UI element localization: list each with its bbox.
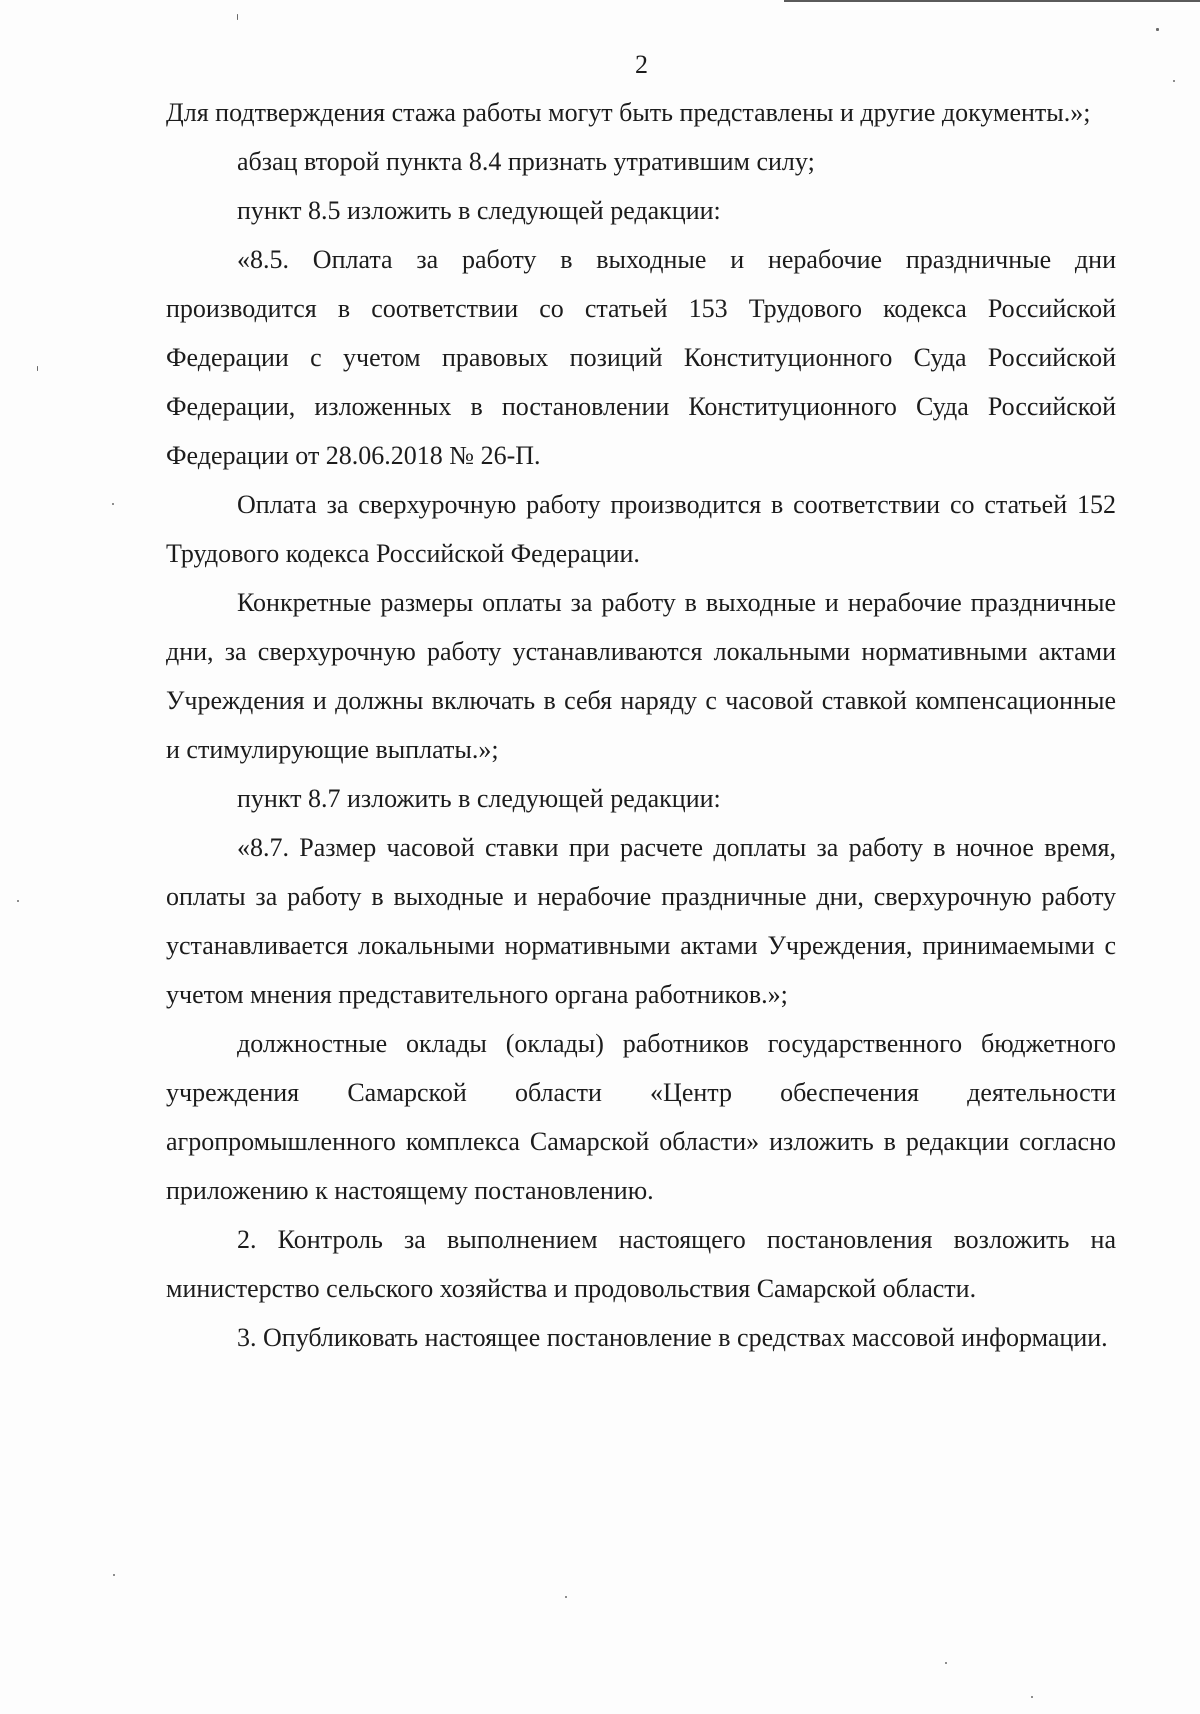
paragraph-clause-8-7-intro: пункт 8.7 изложить в следующей редакции: <box>237 784 721 813</box>
page-number: 2 <box>635 50 648 79</box>
scan-speck <box>112 503 114 505</box>
document-body <box>166 88 1116 1362</box>
scan-speck <box>565 1596 567 1598</box>
paragraph-official-salaries: должностные оклады (оклады) работников государственного бюджетного учреждения Самарской области «Центр обеспечения деятельности агропромышленного комплекса Самарской области» изложить в редакции согласно приложению к настоящему постановлению. <box>166 1029 1116 1205</box>
paragraph-item-3-publish: 3. Опубликовать настоящее постановление в средствах массовой информации. <box>237 1323 1108 1352</box>
paragraph-overtime-payment: Оплата за сверхурочную работу производится в соответствии со статьей 152 Трудового кодекса Российской Федерации. <box>166 490 1116 568</box>
paragraph-clause-8-5-intro: пункт 8.5 изложить в следующей редакции: <box>237 196 721 225</box>
scan-speck <box>1173 80 1175 82</box>
paragraph-clause-8-7: «8.7. Размер часовой ставки при расчете доплаты за работу в ночное время, оплаты за работу в выходные и нерабочие праздничные дни, сверхурочную работу устанавливается локальными нормативными актами Учреждения, принимаемыми с учетом мнения представительного органа работников.»; <box>166 833 1116 1009</box>
scan-speck <box>37 366 38 371</box>
scan-speck <box>113 1574 115 1576</box>
paragraph-specific-payment-amounts: Конкретные размеры оплаты за работу в выходные и нерабочие праздничные дни, за сверхурочную работу устанавливаются локальными нормативными актами Учреждения и должны включать в себя наряду с часовой ставкой компенсационные и стимулирующие выплаты.»; <box>166 588 1116 764</box>
paragraph-clause-8-4: абзац второй пункта 8.4 признать утратившим силу; <box>237 147 815 176</box>
scan-speck <box>17 900 19 902</box>
paragraph-clause-8-5: «8.5. Оплата за работу в выходные и нерабочие праздничные дни производится в соответствии со статьей 153 Трудового кодекса Российской Федерации с учетом правовых позиций Конституционного Суда Российской Федерации, изложенных в постановлении Конституционного Суда Российской Федерации от 28.06.2018 № 26-П. <box>166 245 1116 470</box>
scan-speck <box>1031 1696 1033 1698</box>
top-edge-rule <box>784 0 1200 2</box>
scan-speck <box>237 14 238 20</box>
paragraph-work-experience-documents: Для подтверждения стажа работы могут быть представлены и другие документы.»; <box>166 98 1091 127</box>
paragraph-item-2-control: 2. Контроль за выполнением настоящего постановления возложить на министерство сельского хозяйства и продовольствия Самарской области. <box>166 1225 1116 1303</box>
scan-speck <box>945 1662 947 1664</box>
scan-speck <box>1156 28 1159 31</box>
